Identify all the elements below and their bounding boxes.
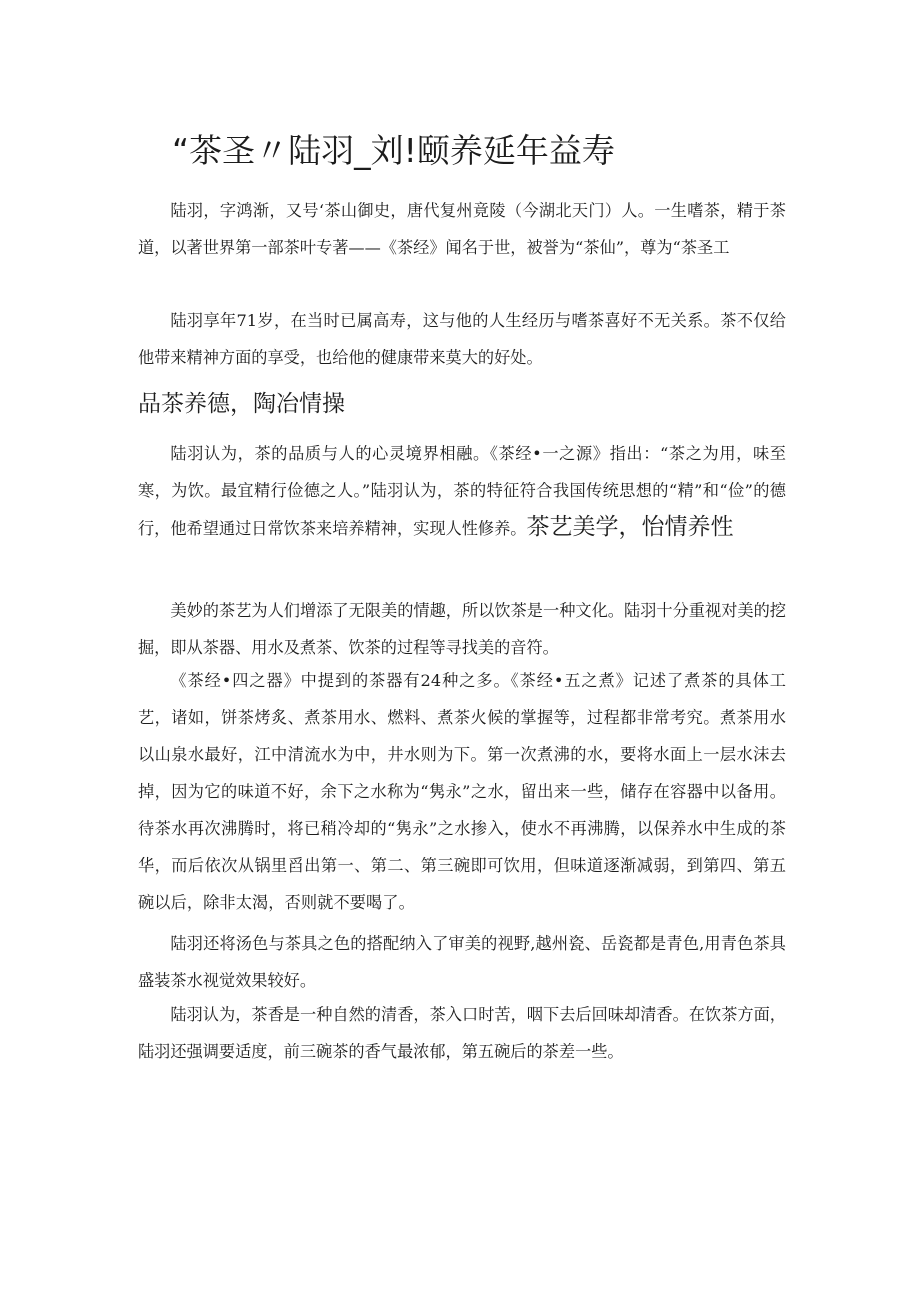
section-heading-virtue: 品茶养德，陶冶情操 [138, 391, 345, 417]
document-title: “茶圣〃陆羽_刘!颐养延年益寿 [172, 131, 615, 170]
paragraph-tea-virtue [138, 435, 786, 547]
paragraph-lu-yu-intro: 陆羽，字鸿渐，又号‘茶山御史，唐代复州竟陵（今湖北天门）人。一生嗜茶，精于茶道，以著世界第一部茶叶专著——《茶经》闻名于世，被誉为“茶仙”，尊为“茶圣工 [138, 201, 786, 257]
paragraph-tea-virtue-text: 陆羽认为，茶的品质与人的心灵境界相融。《茶经•一之源》指出：“茶之为用，味至寒，为饮。最宜精行俭德之人。”陆羽认为，茶的特征符合我国传统思想的“精”和“俭”的德行，他希望通过日常饮茶来培养精神，实现人性修养。 [138, 444, 786, 538]
paragraph-tea-aroma: 陆羽认为，茶香是一种自然的清香，茶入口时苦，咽下去后回味却清香。在饮茶方面，陆羽还强调要适度，前三碗茶的香气最浓郁，第五碗后的茶差一些。 [138, 1005, 786, 1061]
paragraph-tea-color: 陆羽还将汤色与茶具之色的搭配纳入了审美的视野,越州瓷、岳瓷都是青色,用青色茶具盛装茶水视觉效果较好。 [138, 934, 786, 990]
paragraph-lu-yu-longevity: 陆羽享年71岁，在当时已属高寿，这与他的人生经历与嗜茶喜好不无关系。茶不仅给他带来精神方面的享受，也给他的健康带来莫大的好处。 [138, 311, 786, 367]
paragraph-tea-art: 美妙的茶艺为人们增添了无限美的情趣，所以饮茶是一种文化。陆羽十分重视对美的挖掘，即从茶器、用水及煮茶、饮茶的过程等寻找美的音符。 [138, 601, 786, 657]
paragraph-tea-utensils-brewing: 《茶经•四之器》中提到的茶器有24种之多。《茶经•五之煮》记述了煮茶的具体工艺，诸如，饼茶烤炙、煮茶用水、燃料、煮茶火候的掌握等，过程都非常考究。煮茶用水以山泉水最好，江中清流水为中，井水则为下。第一次煮沸的水，要将水面上一层水沫去掉，因为它的味道不好，余下之水称为“隽永”之水，留出来一些，储存在容器中以备用。待茶水再次沸腾时，将已稍冷却的“隽永”之水掺入，使水不再沸腾，以保养水中生成的茶华，而后依次从锅里舀出第一、第二、第三碗即可饮用，但味道逐渐减弱，到第四、第五碗以后，除非太渴，否则就不要喝了。 [138, 671, 786, 912]
section-heading-aesthetics: 茶艺美学，怡情养性 [526, 514, 734, 540]
